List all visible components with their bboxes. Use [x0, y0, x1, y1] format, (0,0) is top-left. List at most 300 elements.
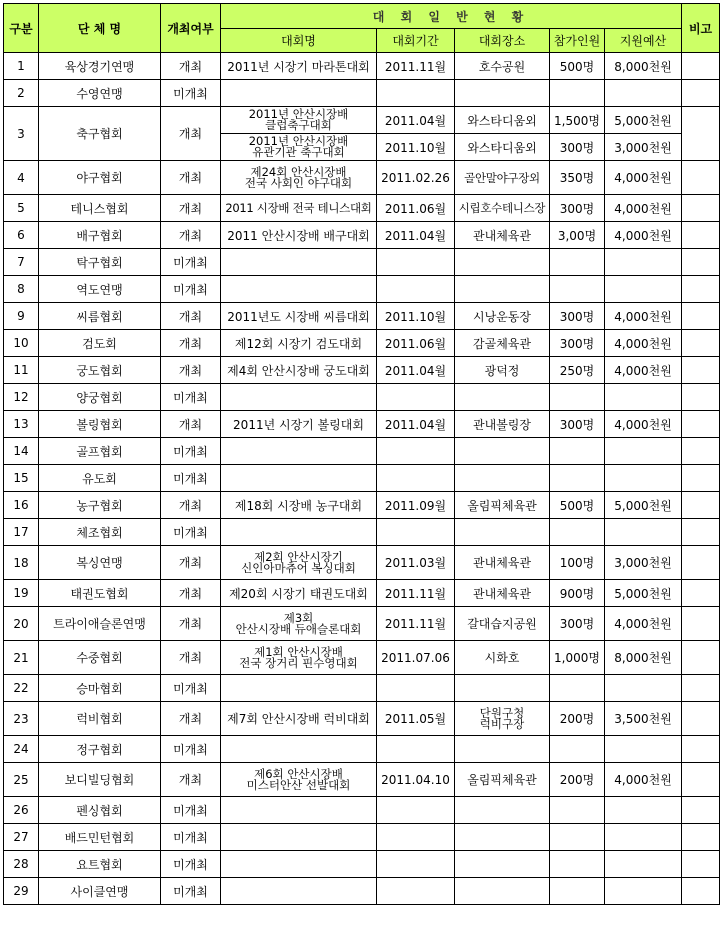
organization-name: 럭비협회	[39, 702, 161, 736]
budget	[605, 878, 682, 905]
row-number: 6	[4, 222, 39, 249]
row-number: 10	[4, 330, 39, 357]
note	[682, 195, 720, 222]
budget: 3,000천원	[605, 546, 682, 580]
budget: 4,000천원	[605, 195, 682, 222]
event-place-line: 관내체육관	[473, 556, 531, 570]
event-place-line: 럭비구장	[479, 716, 525, 731]
held-status: 개최	[161, 641, 221, 675]
note	[682, 492, 720, 519]
event-period: 2011.03월	[377, 546, 455, 580]
event-name	[221, 878, 377, 905]
event-name-line: 2011년 안산시장배	[248, 134, 349, 148]
table-row	[4, 824, 720, 851]
organization-name: 펜싱협회	[39, 797, 161, 824]
budget: 4,000천원	[605, 330, 682, 357]
held-status: 미개최	[161, 824, 221, 851]
event-name	[221, 580, 377, 607]
event-period	[377, 851, 455, 878]
event-period: 2011.07.06	[377, 641, 455, 675]
event-place	[455, 134, 550, 161]
held-status: 개최	[161, 53, 221, 80]
table-row	[4, 222, 720, 249]
event-name-line: 2011년 안산시장배	[248, 107, 349, 121]
event-place	[455, 878, 550, 905]
event-place-line: 올림픽체육관	[467, 773, 537, 787]
event-name	[221, 161, 377, 195]
event-name	[221, 384, 377, 411]
note	[682, 438, 720, 465]
held-status: 개최	[161, 580, 221, 607]
event-place-line: 골안말야구장외	[464, 170, 540, 185]
event-place-line: 와스타디움외	[467, 113, 537, 128]
participants: 200명	[550, 763, 605, 797]
held-status: 개최	[161, 763, 221, 797]
event-place-line: 시화호	[484, 651, 520, 665]
event-place-line: 와스타디움외	[467, 140, 537, 155]
organization-name: 검도회	[39, 330, 161, 357]
organization-name: 승마협회	[39, 675, 161, 702]
table-row	[4, 107, 720, 134]
event-name-line: 미스터안산 선발대회	[246, 777, 351, 792]
budget	[605, 465, 682, 492]
table-row	[4, 641, 720, 675]
budget: 4,000천원	[605, 161, 682, 195]
participants: 300명	[550, 303, 605, 330]
held-status: 개최	[161, 702, 221, 736]
event-place-line: 단원구청	[479, 705, 525, 720]
note	[682, 222, 720, 249]
participants	[550, 878, 605, 905]
budget: 5,000천원	[605, 492, 682, 519]
note	[682, 249, 720, 276]
event-place-line: 갈대습지공원	[467, 617, 537, 631]
row-number: 14	[4, 438, 39, 465]
organization-name: 보디빌딩협회	[39, 763, 161, 797]
organization-name: 정구협회	[39, 736, 161, 763]
event-name	[221, 249, 377, 276]
event-period: 2011.02.26	[377, 161, 455, 195]
budget	[605, 80, 682, 107]
event-place	[455, 797, 550, 824]
event-period: 2011.04.10	[377, 763, 455, 797]
table-row	[4, 53, 720, 80]
note	[682, 53, 720, 80]
event-period: 2011.10월	[377, 303, 455, 330]
row-number: 29	[4, 878, 39, 905]
note	[682, 384, 720, 411]
note	[682, 546, 720, 580]
table-row	[4, 303, 720, 330]
budget	[605, 249, 682, 276]
note	[682, 763, 720, 797]
table-row	[4, 465, 720, 492]
participants	[550, 519, 605, 546]
event-place	[455, 736, 550, 763]
held-status: 개최	[161, 195, 221, 222]
budget	[605, 675, 682, 702]
event-place-line: 감골체육관	[473, 336, 531, 351]
event-place	[455, 330, 550, 357]
event-place	[455, 357, 550, 384]
competition-status-table	[3, 3, 720, 905]
row-number: 27	[4, 824, 39, 851]
participants	[550, 675, 605, 702]
held-status: 미개최	[161, 797, 221, 824]
event-period	[377, 519, 455, 546]
participants: 1,500명	[550, 107, 605, 134]
event-place-line: 시낭운동장	[473, 309, 531, 324]
event-period	[377, 878, 455, 905]
note	[682, 519, 720, 546]
event-place	[455, 580, 550, 607]
row-number: 28	[4, 851, 39, 878]
budget: 4,000천원	[605, 303, 682, 330]
held-status: 미개최	[161, 851, 221, 878]
participants: 500명	[550, 492, 605, 519]
event-name-line: 2011년 시장기 마라톤대회	[227, 59, 370, 74]
budget: 4,000천원	[605, 222, 682, 249]
event-place-line: 호수공원	[478, 59, 526, 74]
budget	[605, 824, 682, 851]
held-status: 미개최	[161, 519, 221, 546]
budget: 8,000천원	[605, 641, 682, 675]
header-period: 대회기간	[377, 29, 455, 53]
event-name-line: 안산시장배 듀애슬론대회	[235, 621, 362, 636]
held-status: 개최	[161, 607, 221, 641]
row-number: 2	[4, 80, 39, 107]
event-name-line: 제1회 안산시장배	[254, 644, 343, 659]
participants	[550, 249, 605, 276]
organization-name: 수중협회	[39, 641, 161, 675]
participants	[550, 851, 605, 878]
note	[682, 580, 720, 607]
organization-name: 양궁협회	[39, 384, 161, 411]
row-number: 25	[4, 763, 39, 797]
row-number: 23	[4, 702, 39, 736]
budget	[605, 736, 682, 763]
budget: 4,000천원	[605, 411, 682, 438]
held-status: 개최	[161, 161, 221, 195]
event-name-line: 제2회 안산시장기	[254, 549, 343, 564]
held-status: 개최	[161, 303, 221, 330]
event-name	[221, 465, 377, 492]
held-status: 미개최	[161, 276, 221, 303]
row-number: 20	[4, 607, 39, 641]
budget: 5,000천원	[605, 107, 682, 134]
note	[682, 702, 720, 736]
participants: 900명	[550, 580, 605, 607]
event-name	[221, 53, 377, 80]
note	[682, 851, 720, 878]
event-place-line: 올림픽체육관	[467, 498, 537, 513]
participants	[550, 276, 605, 303]
event-period	[377, 675, 455, 702]
organization-name: 야구협회	[39, 161, 161, 195]
event-place	[455, 519, 550, 546]
held-status: 개최	[161, 222, 221, 249]
held-status: 미개최	[161, 736, 221, 763]
held-status: 미개최	[161, 249, 221, 276]
event-place	[455, 249, 550, 276]
event-name-line: 제7회 안산시장배 럭비대회	[227, 712, 370, 726]
row-number: 19	[4, 580, 39, 607]
event-name-line: 유관기관 축구대회	[252, 145, 345, 159]
event-period	[377, 276, 455, 303]
note	[682, 411, 720, 438]
event-period: 2011.10월	[377, 134, 455, 161]
event-place	[455, 702, 550, 736]
organization-name: 배드민턴협회	[39, 824, 161, 851]
event-name	[221, 607, 377, 641]
event-place	[455, 411, 550, 438]
event-place	[455, 80, 550, 107]
event-name-line: 클럽축구대회	[265, 118, 332, 132]
budget: 4,000천원	[605, 607, 682, 641]
note	[682, 824, 720, 851]
organization-name: 트라이애슬론연맹	[39, 607, 161, 641]
event-name	[221, 134, 377, 161]
event-name-line: 신인아마츄어 복싱대회	[241, 560, 356, 575]
row-number: 5	[4, 195, 39, 222]
table-row	[4, 702, 720, 736]
event-name	[221, 797, 377, 824]
event-period	[377, 384, 455, 411]
table-row	[4, 675, 720, 702]
held-status: 개최	[161, 330, 221, 357]
event-name	[221, 222, 377, 249]
event-name	[221, 546, 377, 580]
event-period	[377, 438, 455, 465]
note	[682, 80, 720, 107]
event-name	[221, 411, 377, 438]
organization-name: 골프협회	[39, 438, 161, 465]
event-place	[455, 546, 550, 580]
event-place	[455, 195, 550, 222]
table-row	[4, 580, 720, 607]
event-name-line: 제3회	[283, 610, 314, 625]
table-row	[4, 519, 720, 546]
table-row	[4, 195, 720, 222]
participants	[550, 736, 605, 763]
table-row	[4, 330, 720, 357]
table-row	[4, 80, 720, 107]
table-row	[4, 797, 720, 824]
event-place	[455, 763, 550, 797]
organization-name: 농구협회	[39, 492, 161, 519]
event-place-line: 관내체육관	[473, 228, 531, 243]
row-number: 22	[4, 675, 39, 702]
event-name	[221, 641, 377, 675]
budget	[605, 519, 682, 546]
table-row	[4, 161, 720, 195]
event-place-line: 관내체육관	[473, 586, 531, 601]
organization-name: 사이클연맹	[39, 878, 161, 905]
participants	[550, 465, 605, 492]
event-name-line: 전국 사회인 야구대회	[244, 175, 353, 190]
organization-name: 역도연맹	[39, 276, 161, 303]
budget	[605, 851, 682, 878]
event-period	[377, 824, 455, 851]
row-number: 3	[4, 107, 39, 161]
event-name	[221, 702, 377, 736]
note	[682, 357, 720, 384]
held-status: 미개최	[161, 384, 221, 411]
event-period: 2011.04월	[377, 107, 455, 134]
participants	[550, 824, 605, 851]
row-number: 11	[4, 357, 39, 384]
participants: 300명	[550, 195, 605, 222]
organization-name: 씨름협회	[39, 303, 161, 330]
event-name-line: 제4회 안산시장배 궁도대회	[227, 363, 370, 378]
event-place	[455, 53, 550, 80]
header-place: 대회장소	[455, 29, 550, 53]
held-status: 개최	[161, 357, 221, 384]
row-number: 12	[4, 384, 39, 411]
table-row	[4, 492, 720, 519]
participants: 500명	[550, 53, 605, 80]
organization-name: 체조협회	[39, 519, 161, 546]
participants	[550, 438, 605, 465]
table-row	[4, 411, 720, 438]
participants: 250명	[550, 357, 605, 384]
event-place	[455, 492, 550, 519]
event-place	[455, 222, 550, 249]
event-name-line: 전국 장거리 핀수영대회	[239, 655, 358, 670]
event-name-line: 제18회 시장배 농구대회	[234, 498, 363, 513]
note	[682, 675, 720, 702]
table-row	[4, 878, 720, 905]
event-name	[221, 330, 377, 357]
event-place	[455, 276, 550, 303]
event-place	[455, 438, 550, 465]
event-name	[221, 763, 377, 797]
note	[682, 303, 720, 330]
held-status: 개최	[161, 492, 221, 519]
budget: 3,000천원	[605, 134, 682, 161]
event-name-line: 2011년 시장기 볼링대회	[233, 417, 364, 432]
organization-name: 배구협회	[39, 222, 161, 249]
event-period: 2011.05월	[377, 702, 455, 736]
event-name-line: 제12회 시장기 검도대회	[234, 336, 363, 351]
budget: 4,000천원	[605, 357, 682, 384]
participants: 200명	[550, 702, 605, 736]
budget: 3,500천원	[605, 702, 682, 736]
organization-name: 태권도협회	[39, 580, 161, 607]
event-place	[455, 465, 550, 492]
participants	[550, 80, 605, 107]
held-status: 개최	[161, 107, 221, 161]
organization-name: 복싱연맹	[39, 546, 161, 580]
note	[682, 607, 720, 641]
header-note: 비고	[682, 4, 720, 53]
row-number: 15	[4, 465, 39, 492]
header-org: 단 체 명	[39, 4, 161, 53]
organization-name: 수영연맹	[39, 80, 161, 107]
event-name	[221, 357, 377, 384]
budget: 5,000천원	[605, 580, 682, 607]
note	[682, 465, 720, 492]
organization-name: 테니스협회	[39, 195, 161, 222]
note	[682, 878, 720, 905]
row-number: 17	[4, 519, 39, 546]
table-row	[4, 736, 720, 763]
event-period: 2011.04월	[377, 411, 455, 438]
event-period: 2011.11월	[377, 53, 455, 80]
table-row	[4, 384, 720, 411]
organization-name: 요트협회	[39, 851, 161, 878]
event-name-line: 2011 안산시장배 배구대회	[227, 228, 370, 243]
row-number: 26	[4, 797, 39, 824]
event-place	[455, 303, 550, 330]
participants: 350명	[550, 161, 605, 195]
table-body	[4, 53, 720, 905]
participants	[550, 384, 605, 411]
event-name-line: 제6회 안산시장배	[254, 766, 343, 781]
event-period: 2011.09월	[377, 492, 455, 519]
event-place	[455, 675, 550, 702]
event-period: 2011.04월	[377, 357, 455, 384]
held-status: 미개최	[161, 878, 221, 905]
participants: 300명	[550, 330, 605, 357]
budget	[605, 276, 682, 303]
participants: 300명	[550, 607, 605, 641]
event-name	[221, 107, 377, 134]
organization-name: 유도회	[39, 465, 161, 492]
table-row	[4, 607, 720, 641]
event-period: 2011.04월	[377, 222, 455, 249]
event-period: 2011.06월	[377, 330, 455, 357]
table-row	[4, 249, 720, 276]
event-name	[221, 276, 377, 303]
event-name	[221, 824, 377, 851]
table-row	[4, 851, 720, 878]
note	[682, 736, 720, 763]
event-place-line: 시립호수테니스장	[458, 201, 546, 215]
row-number: 4	[4, 161, 39, 195]
table-row	[4, 546, 720, 580]
row-number: 1	[4, 53, 39, 80]
event-place	[455, 824, 550, 851]
event-period	[377, 465, 455, 492]
header-budget: 지원예산	[605, 29, 682, 53]
event-name	[221, 438, 377, 465]
organization-name: 축구협회	[39, 107, 161, 161]
header-no: 구분	[4, 4, 39, 53]
event-period: 2011.11월	[377, 580, 455, 607]
event-name-line: 2011 시장배 전국 테니스대회	[225, 201, 372, 215]
event-name	[221, 303, 377, 330]
header-people: 참가인원	[550, 29, 605, 53]
event-name-line: 제20회 시장기 태권도대회	[229, 586, 368, 601]
note	[682, 107, 720, 161]
organization-name: 볼링협회	[39, 411, 161, 438]
participants	[550, 797, 605, 824]
event-place	[455, 851, 550, 878]
header-event-name: 대회명	[221, 29, 377, 53]
row-number: 7	[4, 249, 39, 276]
row-number: 24	[4, 736, 39, 763]
note	[682, 641, 720, 675]
header-group: 대 회 일 반 현 황	[221, 4, 682, 29]
event-period	[377, 80, 455, 107]
budget: 8,000천원	[605, 53, 682, 80]
organization-name: 궁도협회	[39, 357, 161, 384]
table-row	[4, 438, 720, 465]
event-place-line: 광덕정	[484, 363, 520, 378]
held-status: 미개최	[161, 438, 221, 465]
held-status: 개최	[161, 411, 221, 438]
